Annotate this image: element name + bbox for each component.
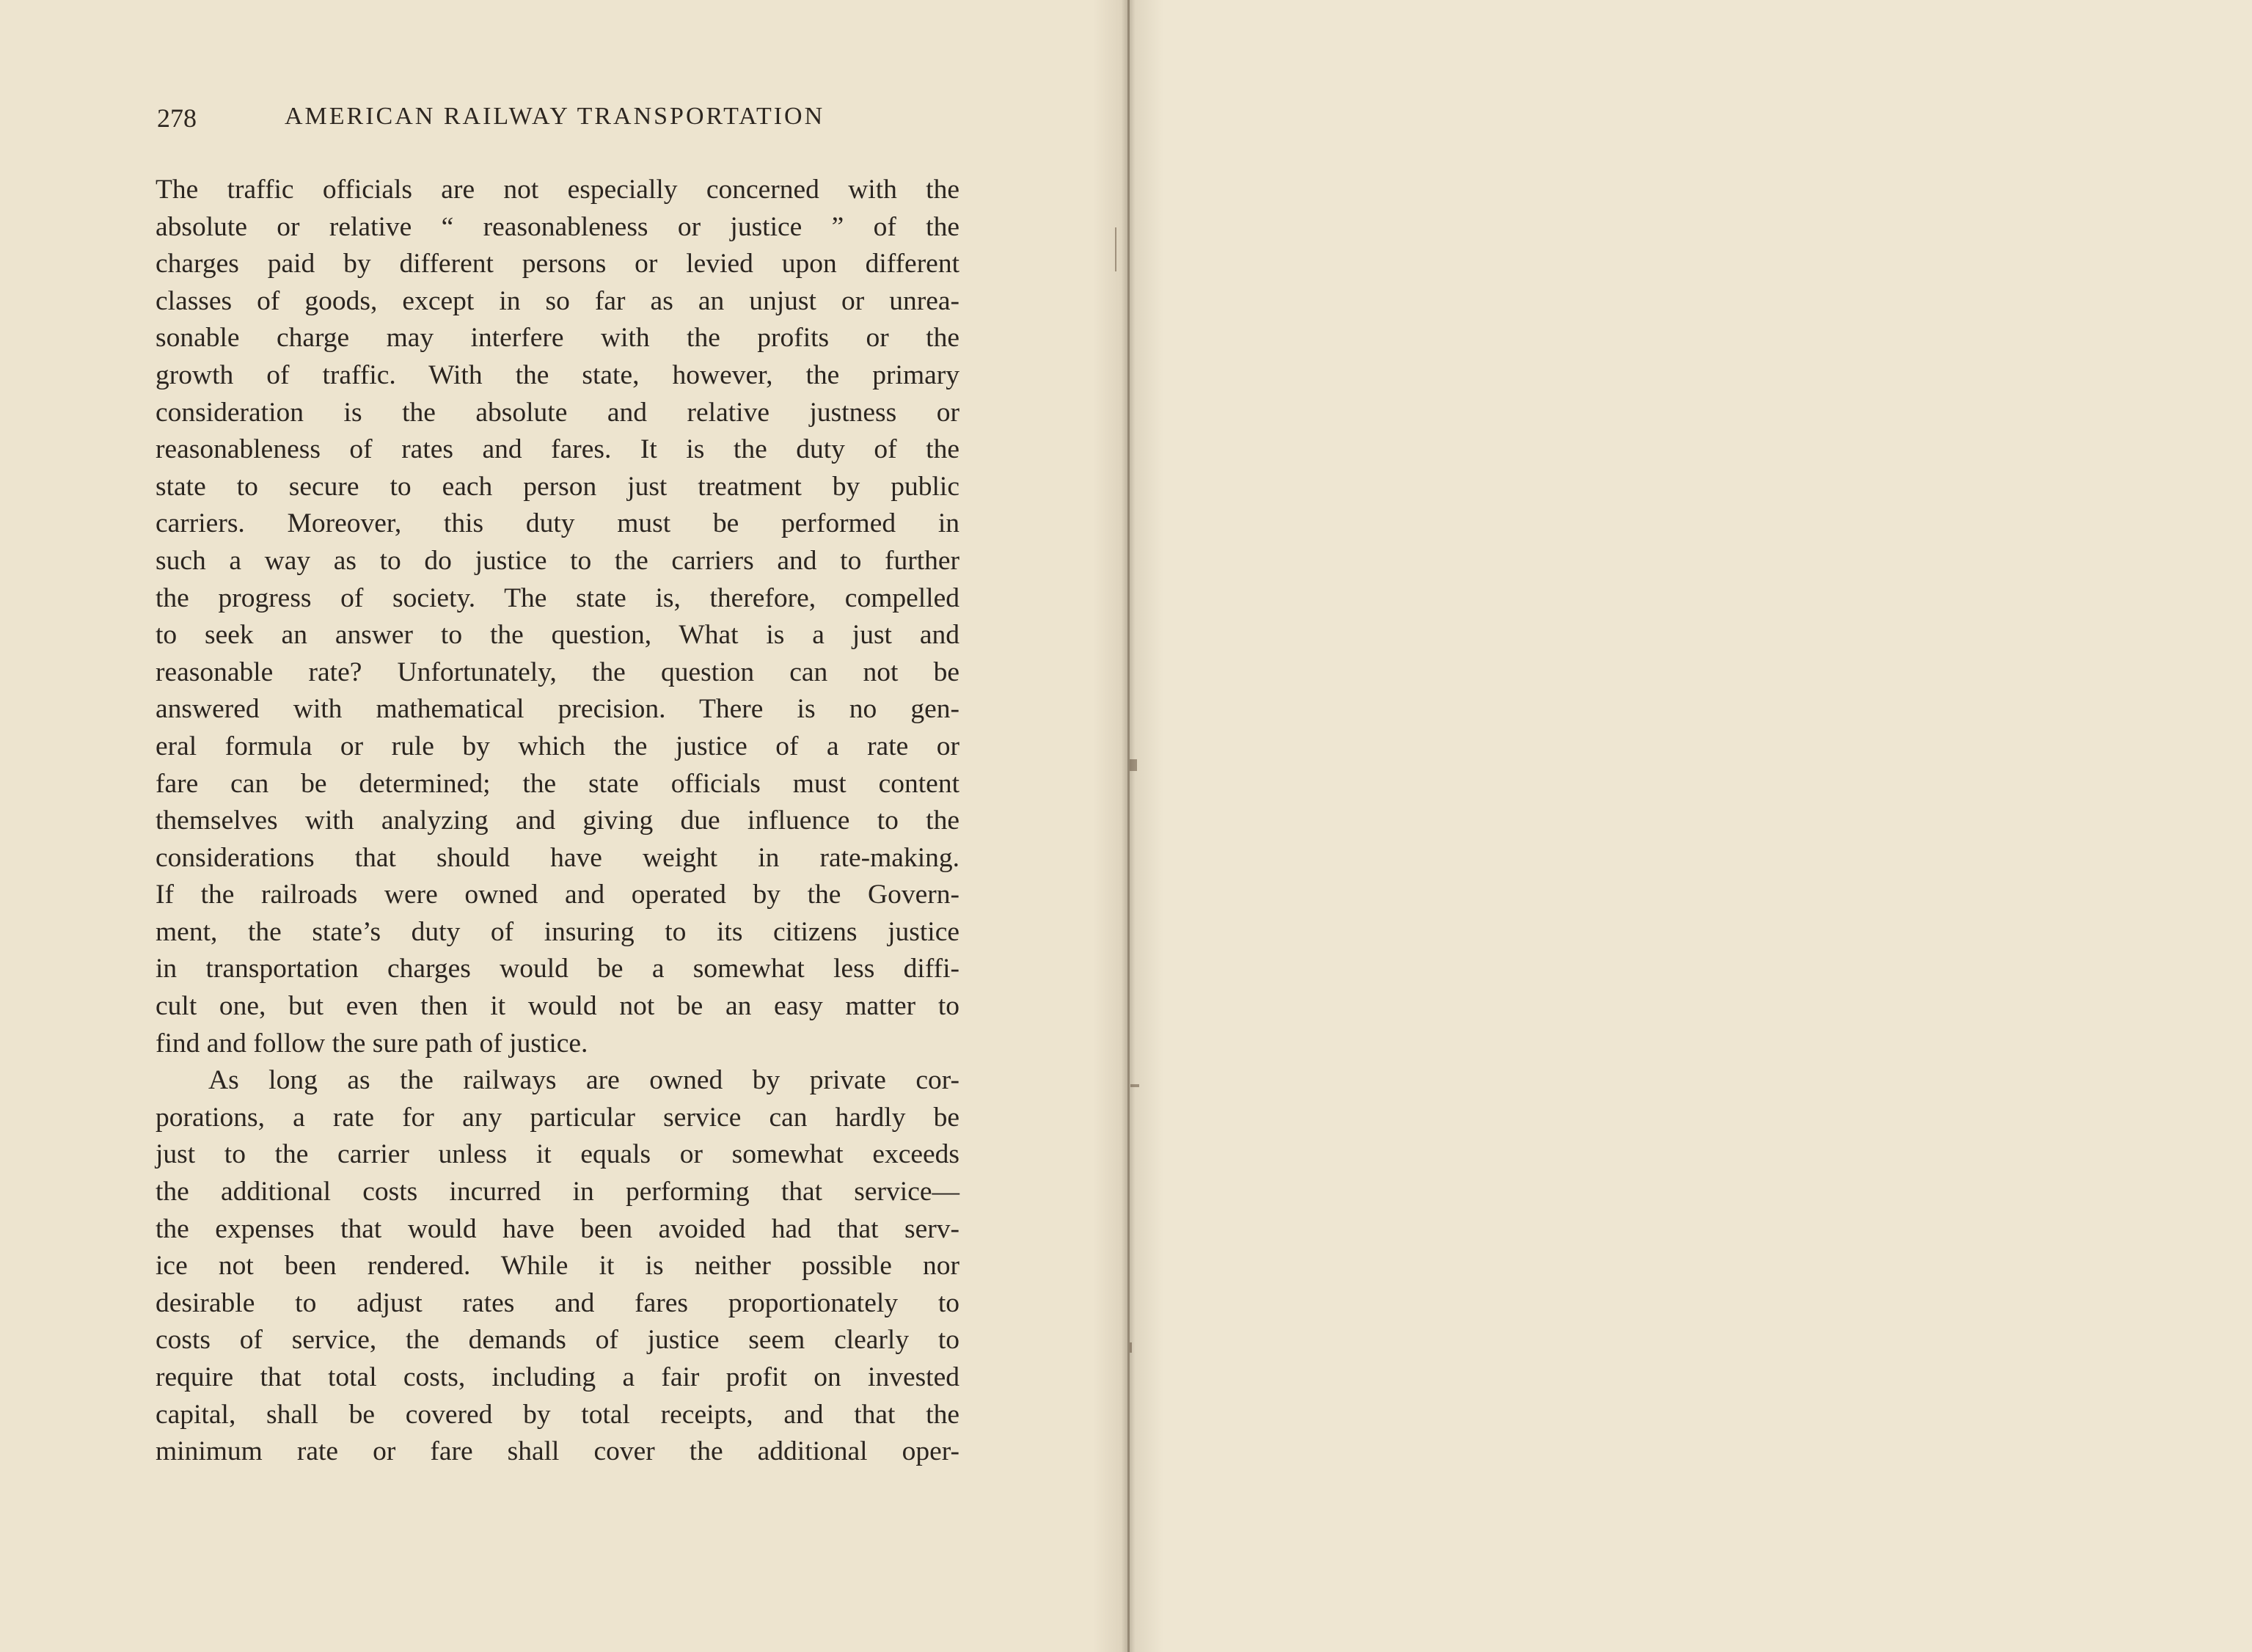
text-line: fare can be determined; the state officials must content [156,768,959,799]
text-line: absolute or relative “ reasonableness or justice ” of the [156,211,959,242]
gutter-mark [1130,1084,1139,1087]
text-line: As long as the railways are owned by private cor- [208,1065,959,1096]
text-line: ment, the state’s duty of insuring to its citizens justice [156,916,959,947]
gutter-mark [1130,759,1137,771]
text-line: such a way as to do justice to the carriers and to further [156,545,959,576]
text-line: considerations that should have weight in rate-making. [156,842,959,873]
text-line: classes of goods, except in so far as an unjust or unrea- [156,285,959,316]
text-line: themselves with analyzing and giving due influence to the [156,805,959,836]
text-line: reasonableness of rates and fares. It is the duty of the [156,434,959,465]
text-line: sonable charge may interfere with the profits or the [156,323,959,354]
text-line: just to the carrier unless it equals or somewhat exceeds [156,1139,959,1170]
text-line: find and follow the sure path of justice. [156,1028,588,1059]
text-line: require that total costs, including a fair profit on invested [156,1362,959,1392]
text-line: charges paid by different persons or levied upon different [156,249,959,279]
text-line: eral formula or rule by which the justice of a rate or [156,731,959,761]
page-number: 278 [157,103,197,133]
text-line: reasonable rate? Unfortunately, the question can not be [156,657,959,687]
running-head: AMERICAN RAILWAY TRANSPORTATION [285,103,825,130]
text-line: growth of traffic. With the state, however, the primary [156,359,959,390]
text-line: If the railroads were owned and operated by the Govern- [156,880,959,910]
text-line: consideration is the absolute and relative justness or [156,397,959,428]
text-line: desirable to adjust rates and fares proportionately to [156,1287,959,1318]
right-page [1127,0,2252,1652]
text-line: The traffic officials are not especially concerned with the [156,175,959,205]
text-line: state to secure to each person just treatment by public [156,471,959,502]
gutter-mark [1130,1342,1132,1353]
text-line: ice not been rendered. While it is neither possible nor [156,1251,959,1282]
text-line: to seek an answer to the question, What is a just and [156,620,959,651]
text-line: in transportation charges would be a somewhat less diffi- [156,954,959,984]
gutter-mark [1115,227,1116,271]
text-line: cult one, but even then it would not be an easy matter to [156,991,959,1022]
text-line: capital, shall be covered by total receipts, and that the [156,1399,959,1430]
text-line: costs of service, the demands of justice seem clearly to [156,1325,959,1356]
spine-fold [1127,0,1130,1652]
text-line: the additional costs incurred in performing that service— [156,1177,959,1207]
text-line: the progress of society. The state is, therefore, compelled [156,582,959,613]
text-line: answered with mathematical precision. There is no gen- [156,694,959,725]
text-line: minimum rate or fare shall cover the additional oper- [156,1436,959,1467]
text-line: porations, a rate for any particular service can hardly be [156,1102,959,1133]
text-line: carriers. Moreover, this duty must be performed in [156,508,959,539]
body-text [156,172,959,1471]
text-line: the expenses that would have been avoided had that serv- [156,1213,959,1244]
